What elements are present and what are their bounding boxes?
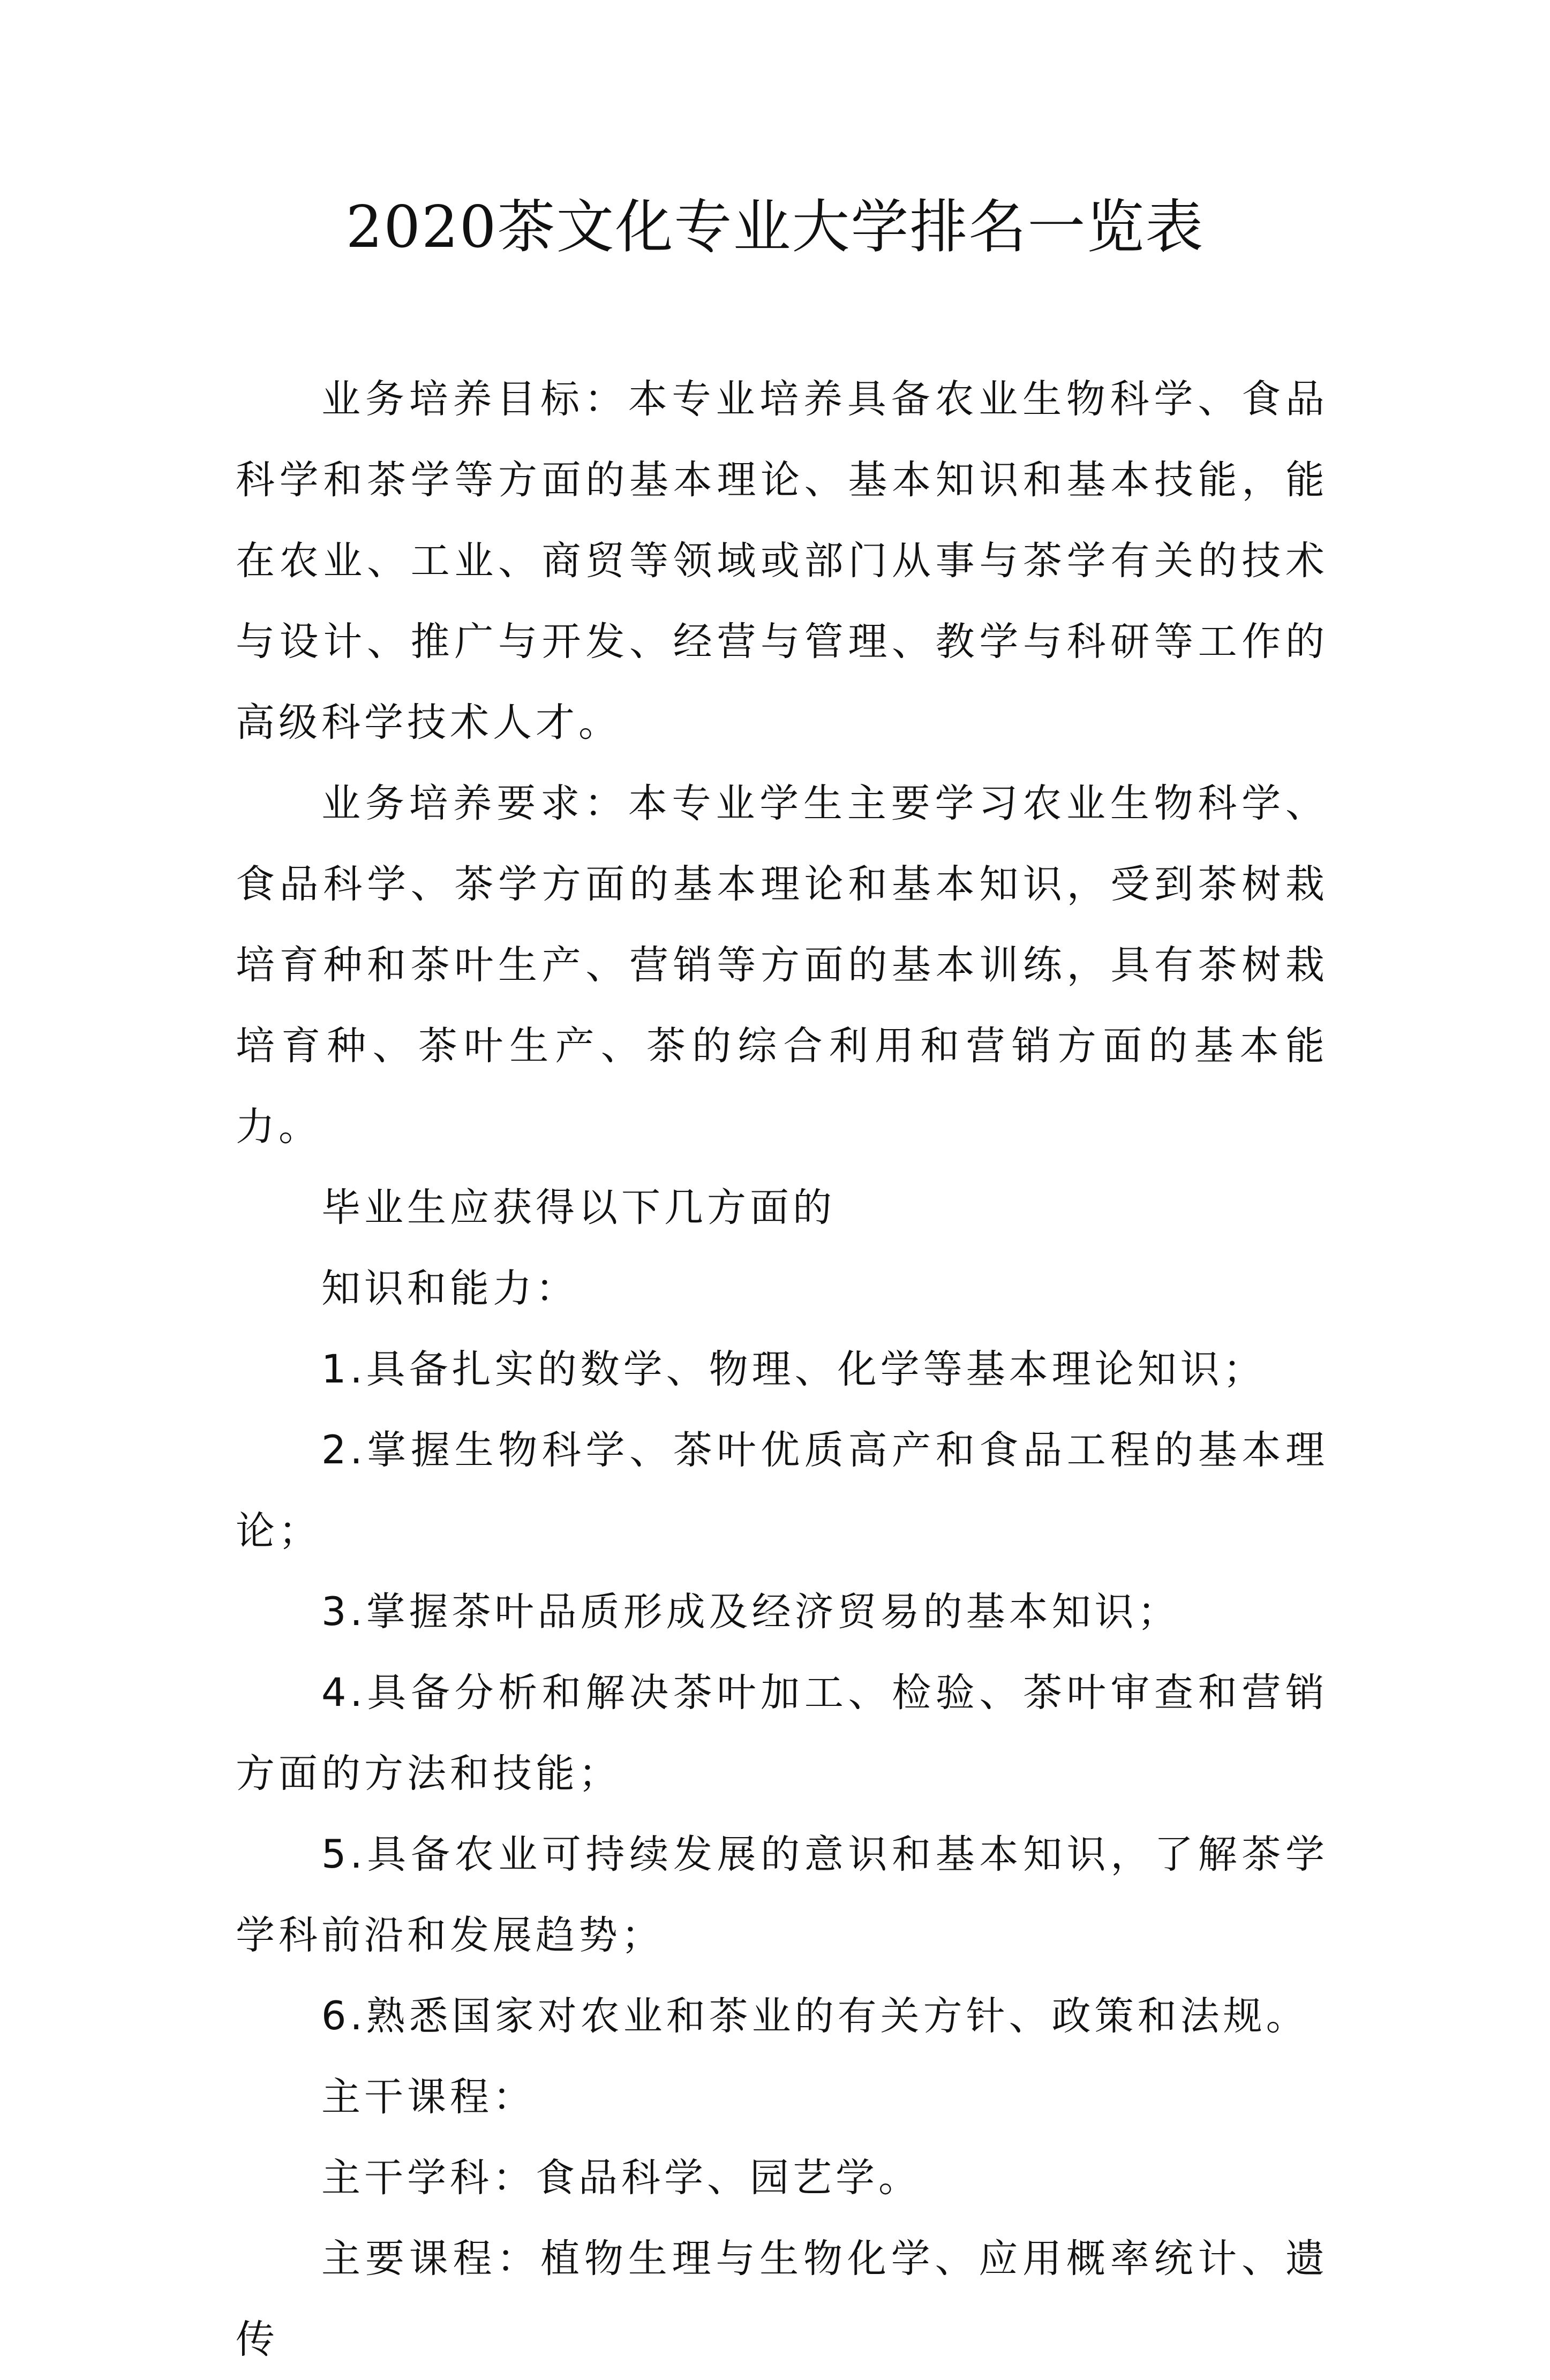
document-title: 2020茶文化专业大学排名一览表 — [345, 194, 1205, 261]
list-item-6: 6.熟悉国家对农业和茶业的有关方针、政策和法规。 — [321, 1993, 1309, 2039]
paragraph-training-requirements: 业务培养要求：本专业学生主要学习农业生物科学、食品科学、茶学方面的基本理论和基本知识，受到茶树栽培育种和茶叶生产、营销等方面的基本训练，具有茶树栽培育种、茶叶生产、茶的综合利用和营销方面的基本能力。 — [236, 781, 1328, 1150]
paragraph-knowledge-heading: 知识和能力： — [321, 1266, 578, 1311]
paragraph-main-disciplines: 主干学科：食品科学、园艺学。 — [321, 2155, 921, 2201]
list-item-5: 5.具备农业可持续发展的意识和基本知识，了解茶学学科前沿和发展趋势； — [236, 1832, 1328, 1958]
list-item-1: 1.具备扎实的数学、物理、化学等基本理论知识； — [321, 1347, 1266, 1392]
list-item-2: 2.掌握生物科学、茶叶优质高产和食品工程的基本理论； — [236, 1427, 1328, 1554]
list-item-3: 3.掌握茶叶品质形成及经济贸易的基本知识； — [321, 1589, 1180, 1635]
paragraph-main-courses: 主要课程：植物生理与生物化学、应用概率统计、遗传 — [236, 2236, 1328, 2362]
paragraph-main-courses-heading: 主干课程： — [321, 2074, 536, 2120]
list-item-4: 4.具备分析和解决茶叶加工、检验、茶叶审查和营销方面的方法和技能； — [236, 1670, 1328, 1796]
document-body — [236, 359, 1328, 2380]
paragraph-training-goal: 业务培养目标：本专业培养具备农业生物科学、食品科学和茶学等方面的基本理论、基本知识和基本技能，能在农业、工业、商贸等领域或部门从事与茶学有关的技术与设计、推广与开发、经营与管理、教学与科研等工作的高级科学技术人才。 — [236, 376, 1328, 745]
paragraph-graduate-intro: 毕业生应获得以下几方面的 — [321, 1185, 836, 1230]
